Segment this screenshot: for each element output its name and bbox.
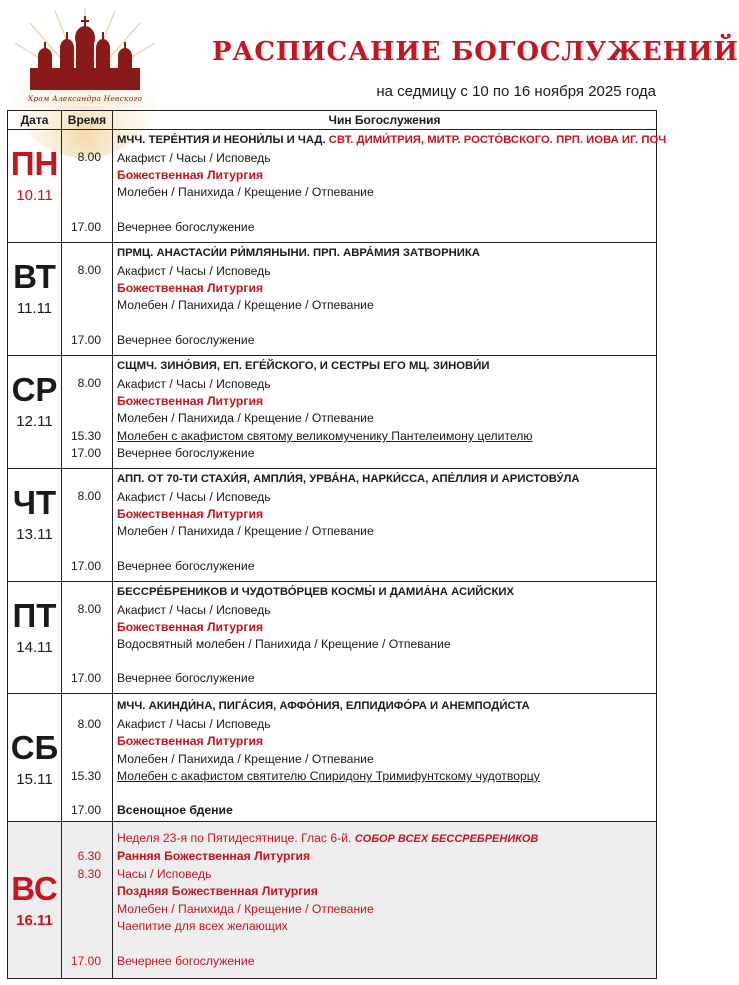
akathist-line: Молебен с акафистом святому великомученику Пантелеимону целителю (117, 429, 533, 443)
table-row (8, 469, 657, 582)
evening-line: Вечернее богослужение (117, 220, 255, 234)
table-row (8, 130, 657, 243)
service-line: Акафист / Часы / Исповедь (117, 377, 271, 391)
service-line: Молебен / Панихида / Крещение / Отпевание (117, 524, 374, 538)
table-row (8, 822, 657, 979)
date-label: 16.11 (16, 912, 53, 929)
tea-line: Чаепитие для всех желающих (117, 919, 288, 933)
logo-caption: Храм Александра Невского (27, 94, 143, 103)
date-cell (8, 694, 62, 822)
time-label: 8.00 (77, 489, 101, 503)
saint-line: ПРМЦ. АНАСТАСИ́И РИ́МЛЯНЫНИ. ПРП. АВРА́МИЯ ЗАТВОРНИКА (117, 247, 480, 259)
day-label: ПТ (12, 597, 57, 634)
table-row (8, 582, 657, 694)
date-cell (8, 469, 62, 582)
saint-line: АПП. ОТ 70-ТИ СТАХИ́Я, АМПЛИ́Я, УРВА́НА, НАРКИ́ССА, АПЕ́ЛЛИЯ И АРИСТОВУ́ЛА (117, 473, 580, 485)
service-line: Акафист / Часы / Исповедь (117, 717, 271, 731)
day-label: ПН (10, 145, 59, 182)
date-cell (8, 582, 62, 694)
time-cell (62, 822, 113, 979)
service-cell (113, 130, 667, 243)
day-label: СБ (10, 729, 59, 766)
table-row (8, 356, 657, 469)
service-cell (113, 469, 657, 582)
date-label: 15.11 (16, 771, 53, 788)
date-label: 12.11 (16, 413, 53, 430)
evening-line: Вечернее богослужение (117, 559, 255, 573)
date-label: 14.11 (16, 639, 53, 656)
vigil-line: Всенощное бдение (117, 803, 233, 817)
header-time: Время (62, 111, 113, 130)
time-label: 8.00 (77, 263, 101, 277)
evening-line: Вечернее богослужение (117, 446, 255, 460)
time-cell (62, 694, 113, 822)
time-label: 6.30 (77, 849, 101, 863)
table-header-row (8, 111, 657, 130)
date-cell (8, 243, 62, 356)
time-cell (62, 469, 113, 582)
time-label: 17.00 (70, 954, 101, 968)
service-line: Молебен / Панихида / Крещение / Отпевание (117, 185, 374, 199)
liturgy-line: Ранняя Божественная Литургия (117, 849, 311, 863)
service-line: Акафист / Часы / Исповедь (117, 151, 271, 165)
saint-line: МЧЧ. АКИНДИ́НА, ПИГА́СИЯ, АФФО́НИЯ, ЕЛПИДИФО́РА И АНЕМПОДИ́СТА (117, 700, 530, 712)
liturgy-line: Божественная Литургия (117, 620, 264, 634)
table-row (8, 694, 657, 822)
service-line: Часы / Исповедь (117, 867, 212, 881)
liturgy-line: Божественная Литургия (117, 507, 264, 521)
table-row (8, 243, 657, 356)
liturgy-line: Божественная Литургия (117, 168, 264, 182)
time-label: 17.00 (70, 333, 101, 347)
page-subtitle: на седмицу с 10 по 16 ноября 2025 года (376, 83, 656, 100)
day-label: ВТ (13, 258, 56, 295)
service-cell (113, 822, 657, 979)
header-date: Дата (8, 111, 62, 130)
evening-line: Вечернее богослужение (117, 671, 255, 685)
time-label: 8.00 (77, 376, 101, 390)
time-label: 15.30 (70, 769, 101, 783)
time-label: 15.30 (70, 429, 101, 443)
time-cell (62, 243, 113, 356)
time-label: 8.00 (77, 717, 101, 731)
schedule-table (7, 110, 667, 979)
page-title: РАСПИСАНИЕ БОГОСЛУЖЕНИЙ (212, 37, 739, 67)
service-cell (113, 243, 657, 356)
service-line: Акафист / Часы / Исповедь (117, 603, 271, 617)
service-cell (113, 356, 657, 469)
day-label: ВС (11, 870, 58, 907)
time-label: 17.00 (70, 220, 101, 234)
date-label: 11.11 (16, 300, 53, 317)
time-cell (62, 130, 113, 243)
service-line: Молебен / Панихида / Крещение / Отпевание (117, 902, 374, 916)
church-logo (10, 8, 160, 104)
time-cell (62, 356, 113, 469)
day-label: ЧТ (12, 484, 57, 521)
liturgy-line: Божественная Литургия (117, 281, 264, 295)
liturgy-line: Божественная Литургия (117, 734, 264, 748)
liturgy-line: Поздняя Божественная Литургия (117, 884, 318, 898)
date-cell (8, 356, 62, 469)
header-service: Чин Богослужения (113, 111, 657, 130)
liturgy-line: Божественная Литургия (117, 394, 264, 408)
time-label: 17.00 (70, 671, 101, 685)
service-cell (113, 582, 657, 694)
time-label: 8.00 (77, 150, 101, 164)
time-cell (62, 582, 113, 694)
saint-line: БЕССРЕ́БРЕНИКОВ И ЧУДОТВО́РЦЕВ КОСМЫ́ И ДАМИА́НА АСИЙСКИХ (117, 586, 515, 598)
evening-line: Вечернее богослужение (117, 333, 255, 347)
service-line: Молебен / Панихида / Крещение / Отпевание (117, 752, 374, 766)
time-label: 17.00 (70, 803, 101, 817)
time-label: 8.30 (77, 867, 101, 881)
saint-line: СЩМЧ. ЗИНО́ВИЯ, ЕП. ЕГЕ́ЙСКОГО, И СЕСТРЫ ЕГО МЦ. ЗИНОВИ́И (117, 360, 490, 372)
akathist-line: Молебен с акафистом святителю Спиридону Тримифунтскому чудотворцу (117, 769, 540, 783)
date-label: 10.11 (16, 187, 53, 204)
saint-line: МЧЧ. ТЕРЕ́НТИЯ И НЕОНИ́ЛЫ И ЧАД. СВТ. ДИМИ́ТРИЯ, МИТР. РОСТО́ВСКОГО. ПРП. ИОВА ИГ. ПОЧ (117, 134, 667, 146)
service-cell (113, 694, 657, 822)
time-label: 8.00 (77, 602, 101, 616)
date-cell (8, 822, 62, 979)
service-line: Акафист / Часы / Исповедь (117, 264, 271, 278)
date-label: 13.11 (16, 526, 53, 543)
service-line: Молебен / Панихида / Крещение / Отпевание (117, 298, 374, 312)
service-line: Молебен / Панихида / Крещение / Отпевание (117, 411, 374, 425)
service-line: Акафист / Часы / Исповедь (117, 490, 271, 504)
time-label: 17.00 (70, 559, 101, 573)
date-cell (8, 130, 62, 243)
evening-line: Вечернее богослужение (117, 954, 255, 968)
time-label: 17.00 (70, 446, 101, 460)
service-line: Водосвятный молебен / Панихида / Крещение / Отпевание (117, 637, 451, 651)
week-line: Неделя 23-я по Пятидесятнице. Глас 6-й. СОБОР ВСЕХ БЕССРЕБРЕНИКОВ (117, 831, 539, 845)
day-label: СР (11, 371, 58, 408)
